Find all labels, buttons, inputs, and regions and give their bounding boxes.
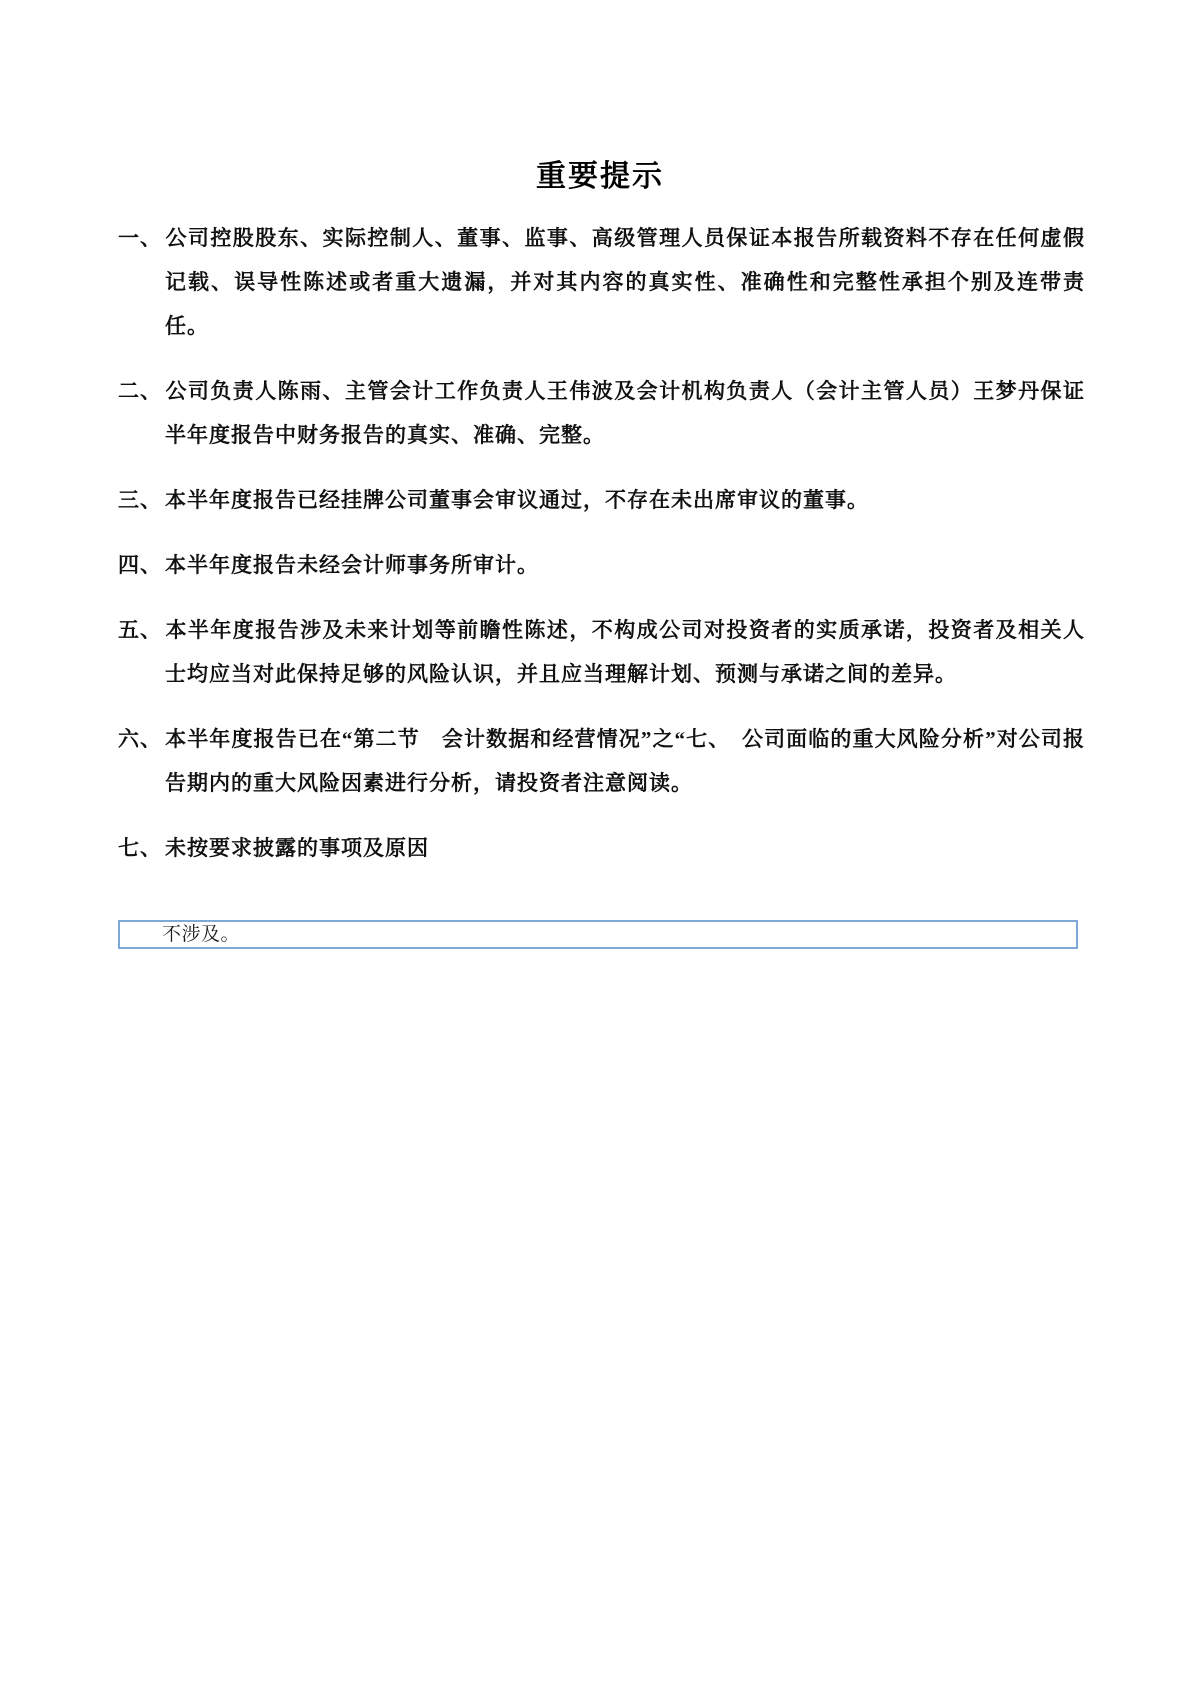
note-box-text: 不涉及。: [162, 923, 241, 945]
item-text: 公司控股股东、实际控制人、董事、监事、高级管理人员保证本报告所载资料不存在任何虚假记载、误导性陈述或者重大遗漏，并对其内容的真实性、准确性和完整性承担个别及连带责任。: [165, 226, 1085, 338]
notice-item: [118, 216, 1085, 348]
notice-item: [118, 478, 1085, 522]
item-number: 一、: [118, 226, 162, 250]
notice-item: [118, 826, 1085, 870]
notice-item: [118, 543, 1085, 587]
item-text: 公司负责人陈雨、主管会计工作负责人王伟波及会计机构负责人（会计主管人员）王梦丹保证半年度报告中财务报告的真实、准确、完整。: [165, 379, 1085, 447]
note-box: [118, 920, 1078, 949]
item-text: 本半年度报告涉及未来计划等前瞻性陈述，不构成公司对投资者的实质承诺，投资者及相关人士均应当对此保持足够的风险认识，并且应当理解计划、预测与承诺之间的差异。: [165, 618, 1085, 686]
item-number: 三、: [118, 488, 162, 512]
notice-item: [118, 608, 1085, 696]
item-text: 本半年度报告已经挂牌公司董事会审议通过，不存在未出席审议的董事。: [165, 488, 869, 512]
item-number: 四、: [118, 553, 162, 577]
page-title: 重要提示: [536, 160, 664, 193]
item-number: 七、: [118, 836, 162, 860]
notice-item: [118, 369, 1085, 457]
item-number: 五、: [118, 618, 162, 642]
item-text: 未按要求披露的事项及原因: [165, 836, 429, 860]
item-number: 二、: [118, 379, 162, 403]
item-number: 六、: [118, 727, 162, 751]
item-text: 本半年度报告未经会计师事务所审计。: [165, 553, 539, 577]
note-box-wrap: [118, 920, 1085, 949]
notice-list: [118, 216, 1085, 870]
item-text: 本半年度报告已在“第二节 会计数据和经营情况”之“七、 公司面临的重大风险分析”对公司报告期内的重大风险因素进行分析，请投资者注意阅读。: [165, 727, 1085, 795]
notice-item: [118, 717, 1085, 805]
